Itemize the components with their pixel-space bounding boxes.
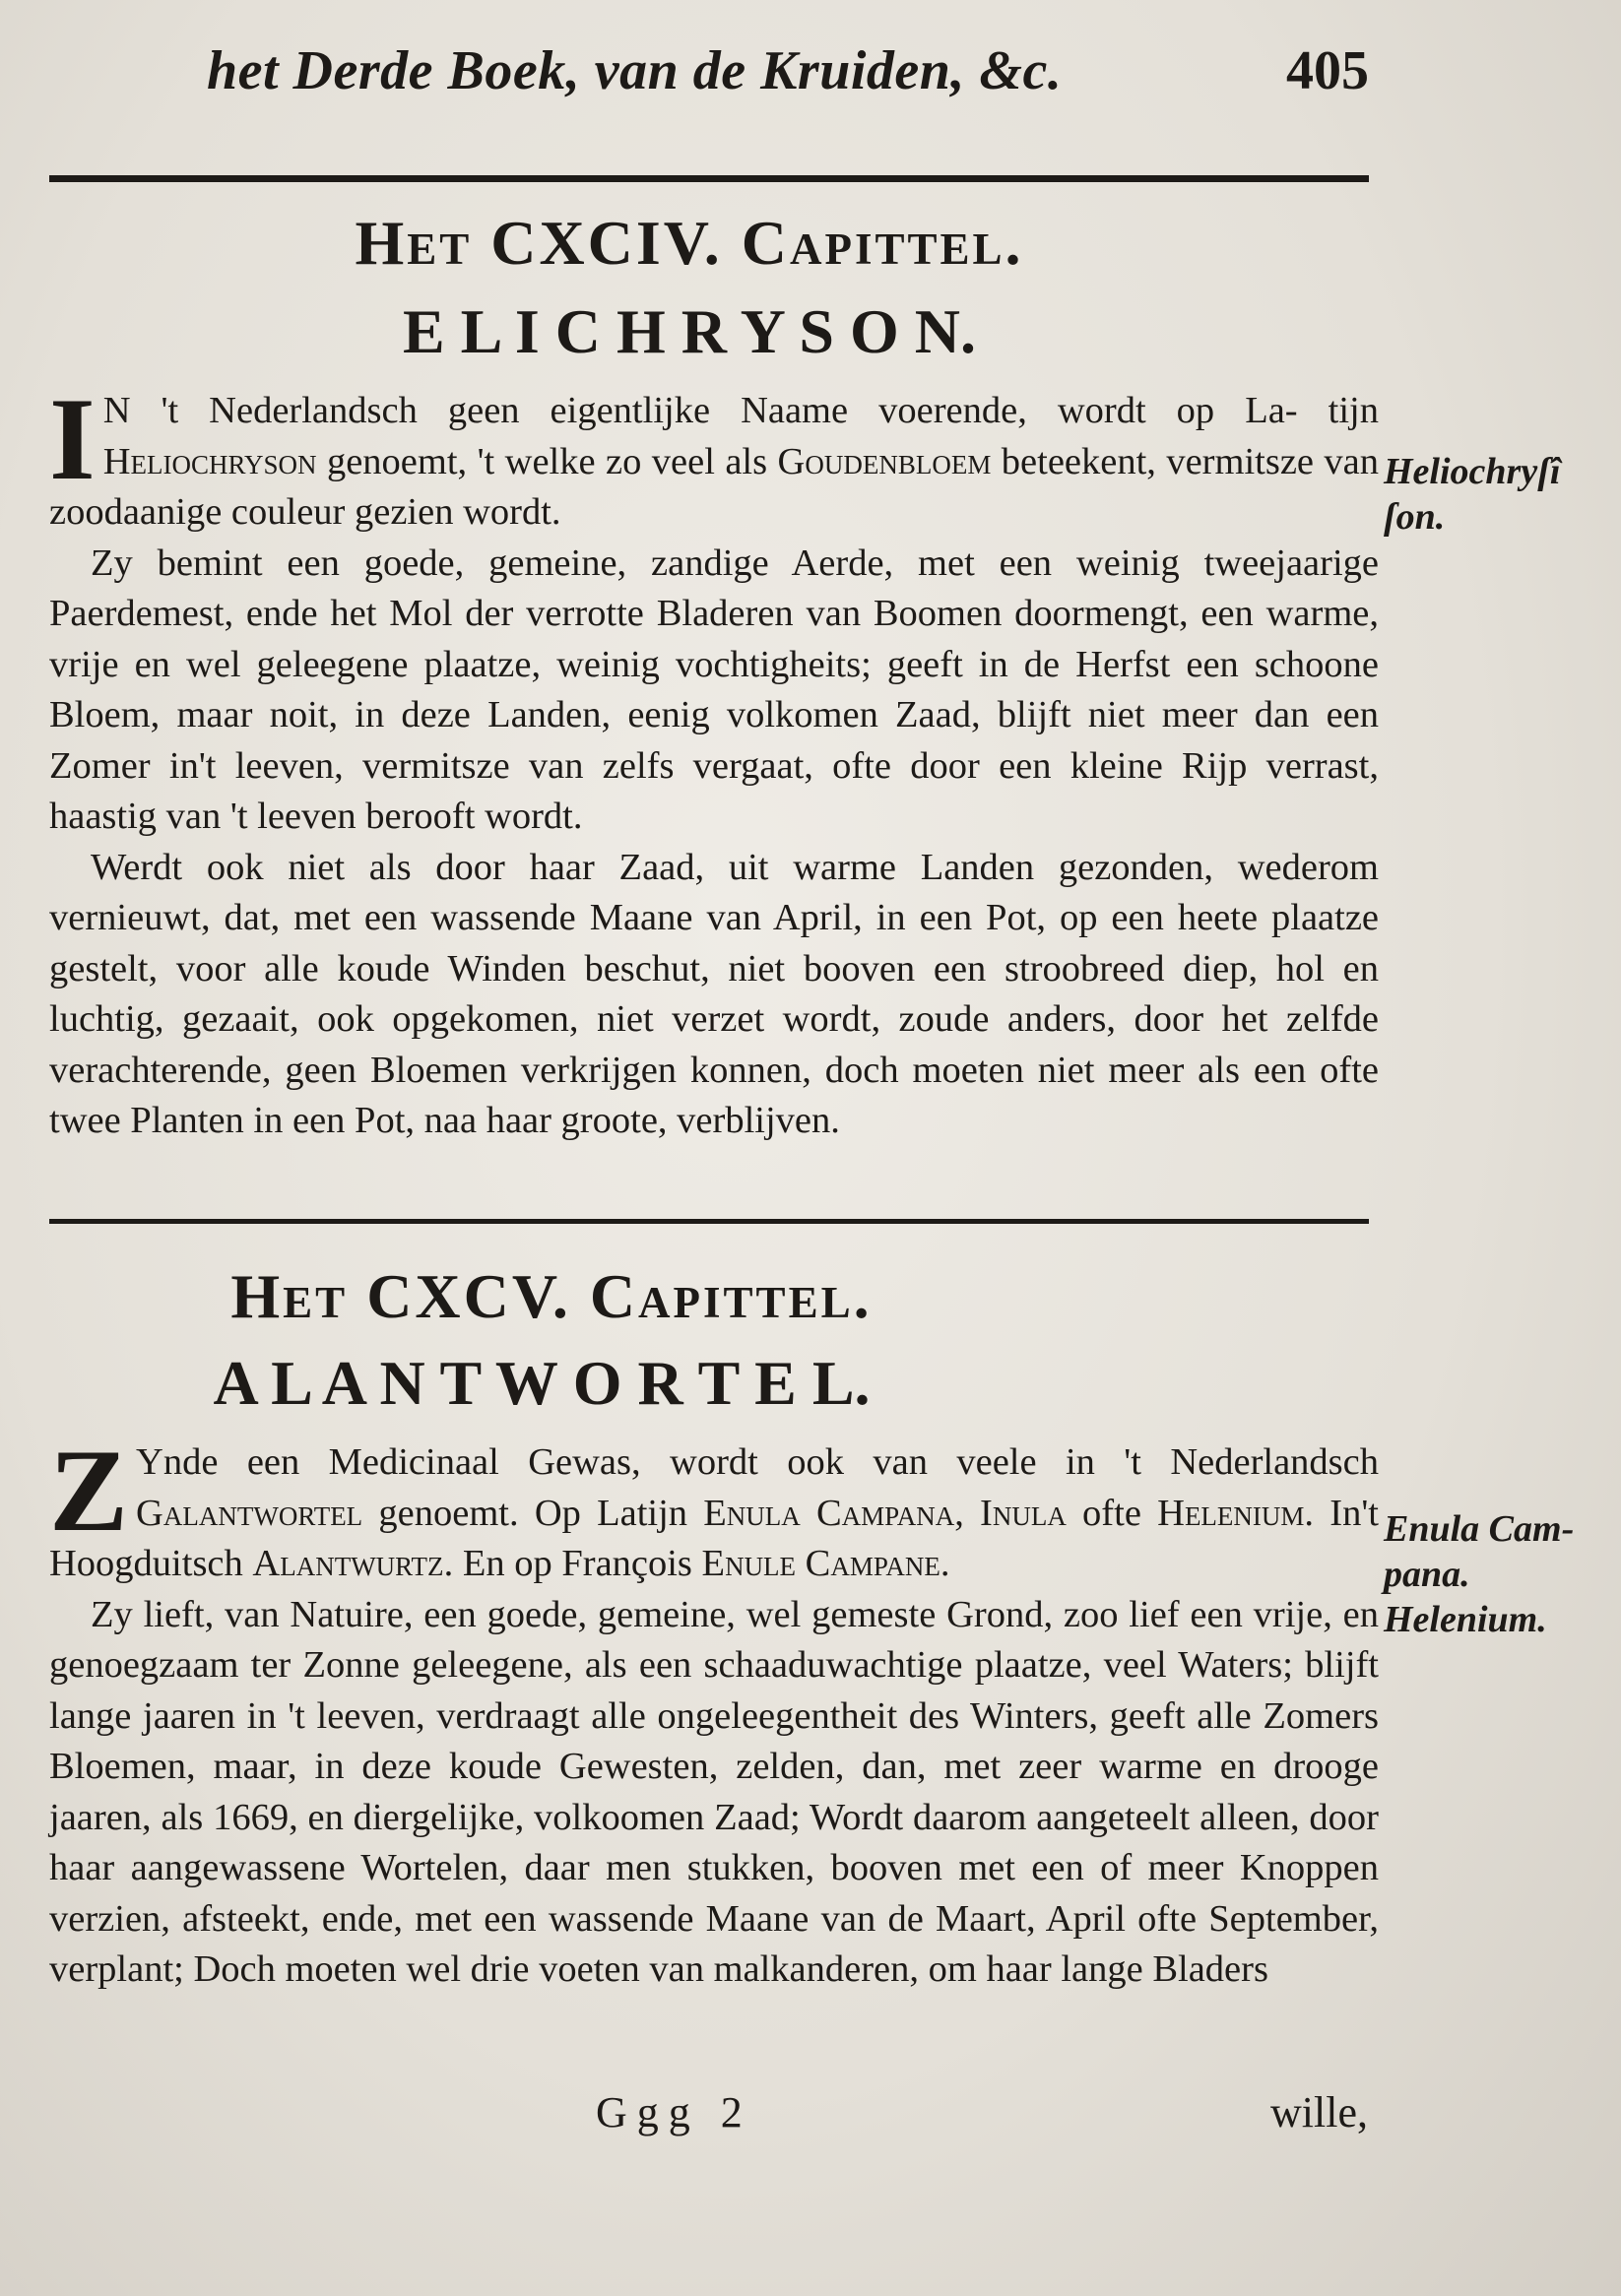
section-rule <box>49 1219 1369 1224</box>
text-run: . <box>940 1543 950 1584</box>
plant-title-1: E L I C H R Y S O N. <box>402 296 977 366</box>
text-run: . In't Hoogduitsch <box>49 1492 1379 1584</box>
dutch-name: Goudenbloem <box>777 440 992 482</box>
margin-line: Heliochryſî <box>1384 451 1561 492</box>
paragraph <box>49 1425 1379 1590</box>
margin-line: pana. <box>1384 1554 1470 1595</box>
latin-name: Helenium <box>1157 1492 1305 1534</box>
paragraph: Werdt ook niet als door haar Zaad, uit warme Landen gezonden, wederom vernieuwt, dat, met een wassende Maane van April, in een Pot, op een heete plaatze gestelt, voor alle koude Winden beschut, niet booven een stroobreed diep, hol en luchtig, gezaait, ook opgekomen, niet verzet wordt, zoude anders, door het zelfde verachterende, geen Bloemen verkrijgen konnen, doch moeten niet meer als een ofte twee Planten in een Pot, naa haar groote, verblijven. <box>49 846 1379 1141</box>
paragraph <box>49 373 1380 539</box>
text-run: genoemt. Op Latijn <box>362 1492 704 1534</box>
page-number: 405 <box>1286 40 1369 101</box>
text-run: N 't Nederlandsch geen eigentlijke Naame voerende, wordt op La- <box>102 390 1298 431</box>
margin-line: ſon. <box>1384 496 1446 538</box>
chapter-2-text <box>49 1425 1379 1996</box>
margin-line: Enula Cam- <box>1384 1508 1575 1550</box>
latin-name: Heliochryson <box>102 440 317 482</box>
dutch-name: Galantwortel <box>136 1492 363 1534</box>
german-name: Alantwurtz <box>252 1543 444 1584</box>
french-name: Enule Campane <box>701 1543 940 1584</box>
text-run: ofte <box>1066 1492 1158 1534</box>
plant-title-2: A L A N T W O R T E L. <box>213 1348 871 1418</box>
latin-name: Enula Campana, Inula <box>703 1492 1067 1534</box>
catchword: wille, <box>1270 2088 1368 2137</box>
paragraph: Zy lieft, van Natuire, een goede, gemeine, wel gemeste Grond, zoo lief een vrije, en genoegzaam ter Zonne geleegene, als een schaaduwachtige plaatze, veel Waters; blijft lange jaaren in 't leeven, verdraagt alle ongeleegentheit des Winters, geeft alle Zomers Bloemen, maar, in deze koude Gewesten, zelden, dan, met zeer warme en drooge jaaren, als 1669, en diergelijke, volkoomen Zaad; Wordt daarom aangeteelt alleen, door haar aangewassene Wortelen, daar men stukken, booven met een of meer Knoppen verzien, afsteekt, ende, met een wassende Maane van de Maart, April ofte September, verplant; Doch moeten wel drie voeten van malkanderen, om haar lange Bladers <box>49 1593 1379 1990</box>
chapter-1-text <box>49 373 1380 1147</box>
text-run: Ynde een Medicinaal Gewas, wordt ook van veele in 't Nederlandsch <box>136 1441 1379 1483</box>
text-run: beteekent, vermitsze van zoodaanige couleur gezien wordt. <box>49 440 1380 533</box>
running-title: het Derde Boek, van de Kruiden, &c. <box>207 40 1063 101</box>
text-run: genoemt, 't welke zo veel als <box>316 440 778 482</box>
paragraph: Zy bemint een goede, gemeine, zandige Aerde, met een weinig tweejaarige Paerdemest, ende het Mol der verrotte Bladeren van Boomen doormengt, een warme, vrije en wel geleegene plaatze, weinig vochtigheits; geeft in de Herfst een schoone Bloem, maar noit, in deze Landen, eenig volkomen Zaad, blijft niet meer dan een Zomer in't leeven, vermitsze van zelfs vergaat, ofte door een kleine Rijp verrast, haastig van 't leeven berooft wordt. <box>49 542 1379 837</box>
text-run: tijn <box>1328 390 1379 431</box>
chapter-heading-2: Het CXCV. Capittel. <box>230 1261 873 1331</box>
margin-note-1 <box>1384 449 1610 540</box>
running-header <box>207 39 1369 108</box>
margin-note-2 <box>1384 1506 1610 1597</box>
drop-cap: I <box>49 373 96 504</box>
text-run: . En op François <box>443 1543 702 1584</box>
header-rule <box>49 175 1369 182</box>
signature-mark: Ggg 2 <box>596 2088 752 2137</box>
drop-cap: Z <box>49 1425 129 1556</box>
margin-note-3: Helenium. <box>1384 1599 1547 1640</box>
chapter-heading-1: Het CXCIV. Capittel. <box>355 208 1024 278</box>
